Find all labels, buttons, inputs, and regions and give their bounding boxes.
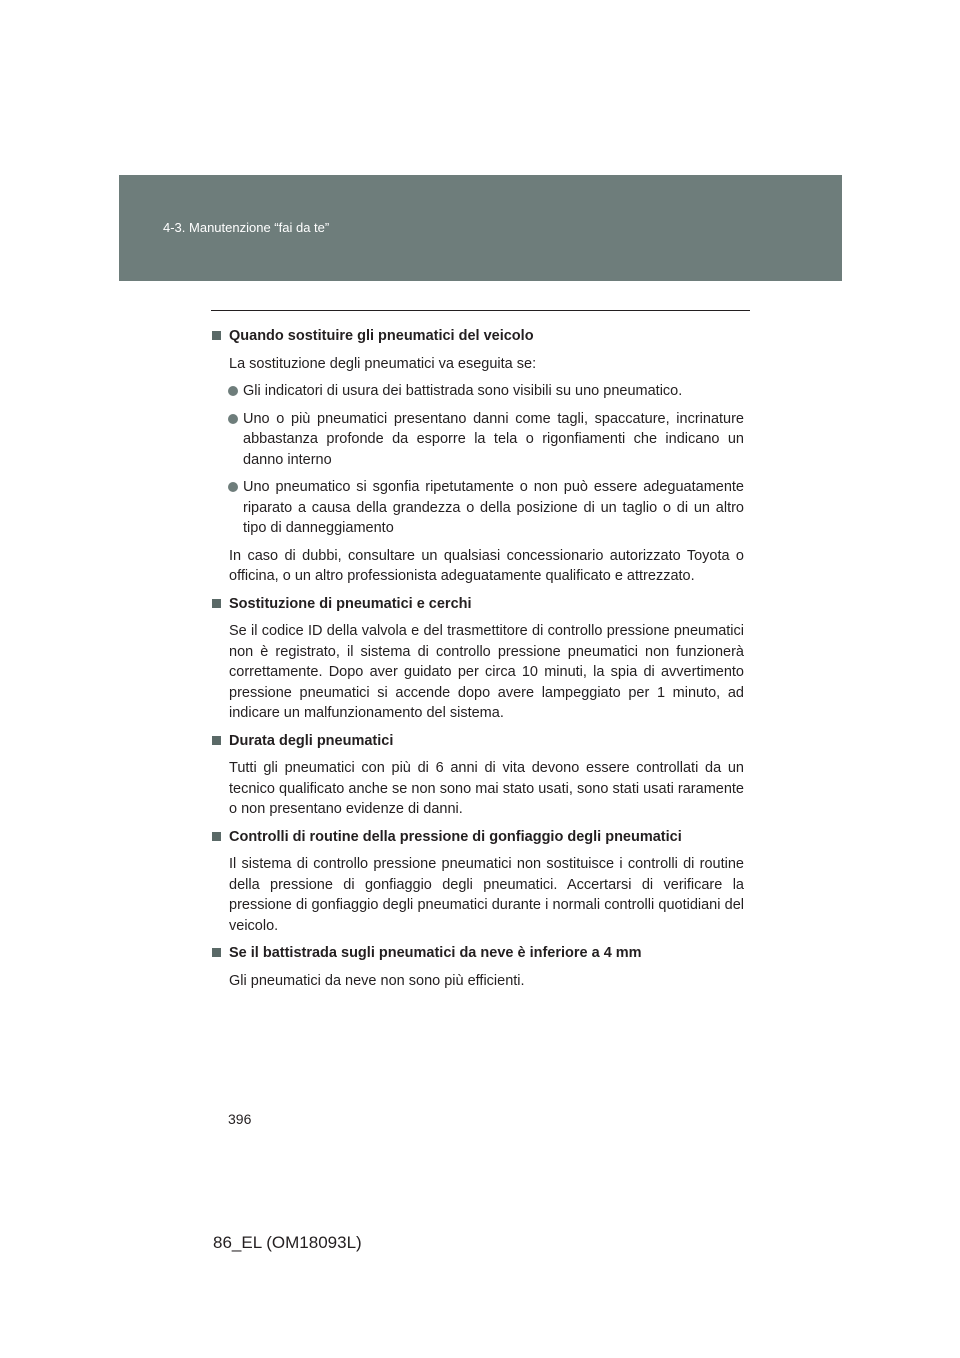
list-item: [212, 381, 744, 402]
list-item-text: Uno o più pneumatici presentano danni come tagli, spaccature, incrinature abbastanza profonde da esporre la tela o rigonfiamenti che indicano un danno interno: [243, 410, 744, 468]
breadcrumb: 4-3. Manutenzione “fai da te”: [163, 220, 330, 235]
section-body: Tutti gli pneumatici con più di 6 anni di vita devono essere controllati da un tecnico qualificato anche se non sono mai stato usati, sono stati usati raramente o non presentano evidenze di danni.: [229, 760, 744, 817]
square-bullet-icon: [212, 832, 221, 841]
section-heading-tire-wheel-replacement: [212, 594, 744, 615]
page-content: [212, 326, 744, 998]
circle-bullet-icon: [228, 414, 238, 424]
circle-bullet-icon: [228, 482, 238, 492]
section-divider: [211, 310, 750, 311]
list-item-text: Uno pneumatico si sgonfia ripetutamente o non può essere adeguatamente riparato a causa della grandezza o della posizione di un taglio o di un altro tipo di danneggiamento: [243, 479, 744, 536]
section-body: Il sistema di controllo pressione pneumatici non sostituisce i controlli di routine della pressione di gonfiaggio degli pneumatici. Accertarsi di verificare la pressione di gonfiaggio degli pneumatici durante i normali controlli quotidiani del veicolo.: [229, 856, 744, 934]
square-bullet-icon: [212, 948, 221, 957]
square-bullet-icon: [212, 331, 221, 340]
document-code: 86_EL (OM18093L): [213, 1233, 362, 1252]
circle-bullet-icon: [228, 386, 238, 396]
section-intro: La sostituzione degli pneumatici va eseguita se:: [229, 355, 537, 372]
section-heading-text: Quando sostituire gli pneumatici del veicolo: [229, 328, 534, 344]
page-number: 396: [228, 1111, 252, 1127]
section-heading-text: Durata degli pneumatici: [229, 732, 394, 749]
section-heading-text: Sostituzione di pneumatici e cerchi: [229, 595, 472, 612]
section-heading-tire-life: [212, 731, 744, 752]
section-outro: In caso di dubbi, consultare un qualsiasi concessionario autorizzato Toyota o officina, o un altro professionista adeguatamente qualificato e attrezzato.: [229, 547, 744, 584]
section-body: Se il codice ID della valvola e del trasmettitore di controllo pressione pneumatici non è registrato, il sistema di controllo pressione pneumatici non funzionerà correttamente. Dopo aver guidato per circa 10 minuti, la spia di avvertimento pressione pneumatici si accende dopo avere lampeggiato per 1 minuto, ad indicare un malfunzionamento del sistema.: [229, 623, 744, 721]
square-bullet-icon: [212, 736, 221, 745]
chapter-header-band: [119, 175, 842, 281]
section-body: Gli pneumatici da neve non sono più efficienti.: [229, 972, 525, 989]
list-item-text: Gli indicatori di usura dei battistrada sono visibili su uno pneumatico.: [243, 383, 683, 399]
list-item: [212, 409, 744, 471]
section-heading-text: Se il battistrada sugli pneumatici da neve è inferiore a 4 mm: [229, 945, 642, 961]
section-heading-when-to-replace: [212, 326, 744, 347]
section-heading-routine-pressure-checks: [212, 827, 744, 848]
square-bullet-icon: [212, 599, 221, 608]
section-heading-snow-tire-tread: [212, 943, 744, 964]
section-heading-text: Controlli di routine della pressione di gonfiaggio degli pneumatici: [229, 828, 682, 845]
list-item: [212, 477, 744, 539]
